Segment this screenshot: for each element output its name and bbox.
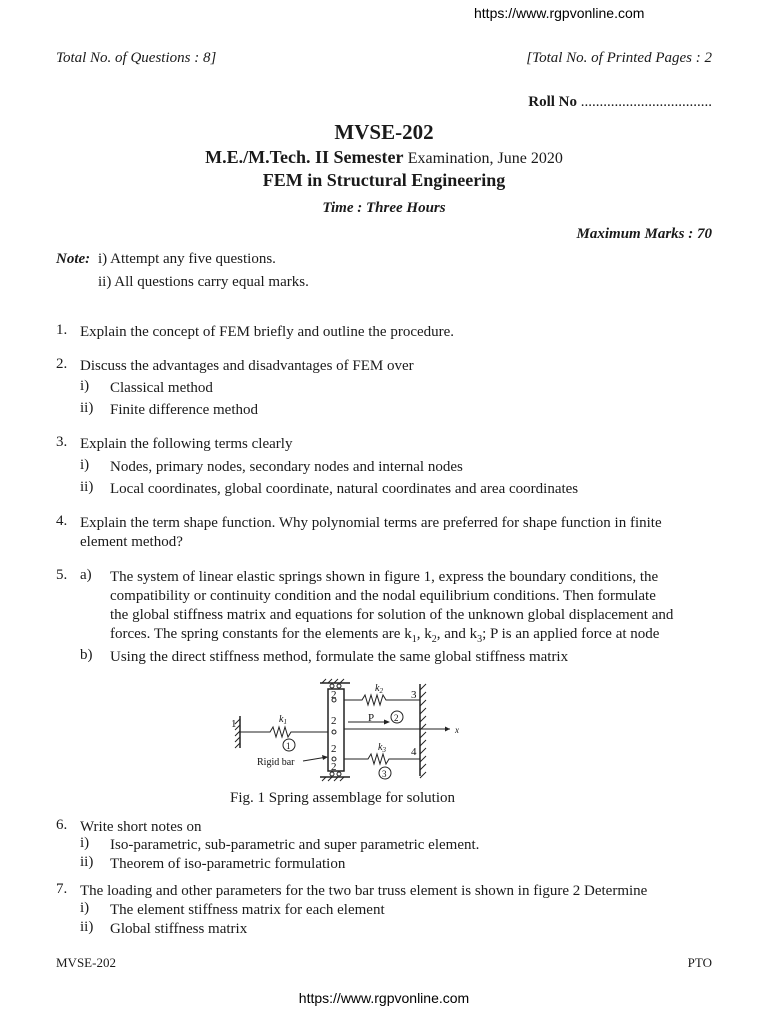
text-segment: forces. The spring constants for the elements are k xyxy=(110,626,412,642)
text-segment: , and k xyxy=(436,626,478,642)
bar-node xyxy=(332,730,336,734)
question-7-sub-i: The element stiffness matrix for each element xyxy=(110,902,385,918)
note-item-1 xyxy=(98,251,276,268)
axis-label: x xyxy=(455,725,459,735)
question-7-text: The loading and other parameters for the two bar truss element is shown in figure 2 Determine xyxy=(80,883,648,899)
spring-k2 xyxy=(344,695,420,705)
sub-number: i) xyxy=(80,457,90,473)
sub-number: ii) xyxy=(80,479,94,495)
note-item-num: i) xyxy=(98,251,108,267)
question-number: 1. xyxy=(56,322,68,338)
note-item-num: ii) xyxy=(98,274,112,290)
sub-number: ii) xyxy=(80,854,94,870)
subject-title: FEM in Structural Engineering xyxy=(262,170,506,190)
spring-k3 xyxy=(344,754,420,764)
paper-code: MVSE-202 xyxy=(334,120,434,144)
sub-number: ii) xyxy=(80,919,94,935)
roll-no-dots: ................................... xyxy=(580,94,712,110)
element-label: 3 xyxy=(382,769,387,779)
exam-session: Examination, June 2020 xyxy=(407,150,563,167)
footer-paper-code: MVSE-202 xyxy=(56,955,116,970)
question-6-sub-ii: Theorem of iso-parametric formulation xyxy=(110,856,346,872)
spring-label-k2 xyxy=(375,683,383,695)
sub-number: ii) xyxy=(80,400,94,416)
question-5a-line-1: The system of linear elastic springs shown in figure 1, express the boundary conditions, the xyxy=(110,569,659,585)
rigid-bar-label: Rigid bar xyxy=(257,757,295,768)
note-item-2 xyxy=(98,274,309,291)
question-2-sub-ii: Finite difference method xyxy=(110,402,259,418)
right-wall-hatch xyxy=(420,684,426,778)
question-4-line-2: element method? xyxy=(80,534,183,550)
node-label: 3 xyxy=(411,689,417,701)
question-number: 4. xyxy=(56,513,68,529)
roll-no xyxy=(528,94,712,111)
note-label: Note: xyxy=(56,251,91,267)
node-label: 2 xyxy=(331,715,337,727)
question-6-text: Write short notes on xyxy=(80,819,202,835)
question-1-text: Explain the concept of FEM briefly and outline the procedure. xyxy=(80,324,455,340)
question-3-sub-ii: Local coordinates, global coordinate, natural coordinates and area coordinates xyxy=(110,481,579,497)
spring-assemblage-figure xyxy=(230,676,470,784)
top-roller xyxy=(330,684,334,688)
question-3-text: Explain the following terms clearly xyxy=(80,436,293,452)
spring-label-k1 xyxy=(279,714,287,726)
roll-no-label: Roll No xyxy=(528,94,577,110)
note-item-text: Attempt any five questions. xyxy=(110,251,276,267)
x-axis-arrowhead xyxy=(445,727,450,732)
degree-semester: M.E./M.Tech. II Semester xyxy=(205,147,404,167)
spring-k1 xyxy=(240,727,328,737)
watermark-url-bottom[interactable]: https://www.rgpvonline.com xyxy=(298,990,470,1006)
sub-number: i) xyxy=(80,378,90,394)
question-number: 5. xyxy=(56,567,68,583)
watermark-url-top[interactable]: https://www.rgpvonline.com xyxy=(474,5,645,21)
node-label: 1 xyxy=(231,718,237,730)
footer-pto: PTO xyxy=(687,955,712,970)
bottom-roller xyxy=(337,772,341,776)
spring-label-k3 xyxy=(378,742,386,754)
spring-label: k xyxy=(378,742,383,753)
exam-line xyxy=(0,147,768,168)
element-label: 2 xyxy=(394,713,399,723)
sub-number: a) xyxy=(80,567,92,583)
spring-label: k xyxy=(279,714,284,725)
node-label: 2 xyxy=(331,689,337,701)
subscript: 2 xyxy=(431,634,437,645)
question-number: 3. xyxy=(56,434,68,450)
question-2-text: Discuss the advantages and disadvantages of FEM over xyxy=(80,358,414,374)
rigid-bar-pointer-head xyxy=(322,755,328,760)
question-5a-line-3: the global stiffness matrix and equations for solution of the unknown global displacement and xyxy=(110,607,674,623)
element-label: 1 xyxy=(286,741,291,751)
force-label: P xyxy=(368,712,375,724)
question-4-line-1: Explain the term shape function. Why polynomial terms are preferred for shape function in finite xyxy=(80,515,662,531)
text-segment: ; P is an applied force at node xyxy=(482,626,660,642)
top-roller xyxy=(337,684,341,688)
question-3-sub-i: Nodes, primary nodes, secondary nodes and internal nodes xyxy=(110,459,463,475)
spring-label: k xyxy=(375,683,380,694)
spring-subscript: 1 xyxy=(283,718,287,726)
figure-1-caption: Fig. 1 Spring assemblage for solution xyxy=(230,790,455,806)
question-7-sub-ii: Global stiffness matrix xyxy=(110,921,248,937)
question-5a-line-2: compatibility or continuity condition and the nodal equilibrium conditions. Then formulate xyxy=(110,588,656,604)
total-questions: Total No. of Questions : 8] xyxy=(56,50,217,66)
total-pages: [Total No. of Printed Pages : 2 xyxy=(526,50,712,66)
sub-number: i) xyxy=(80,835,90,851)
sub-number: i) xyxy=(80,900,90,916)
note-item-text: All questions carry equal marks. xyxy=(114,274,309,290)
text-segment: , k xyxy=(416,626,432,642)
spring-subscript: 2 xyxy=(379,687,383,695)
maximum-marks: Maximum Marks : 70 xyxy=(576,226,712,242)
node-label: 2 xyxy=(331,743,337,755)
question-5b-text: Using the direct stiffness method, formulate the same global stiffness matrix xyxy=(110,649,569,665)
sub-number: b) xyxy=(80,647,93,663)
node-label: 4 xyxy=(411,746,417,758)
question-number: 6. xyxy=(56,817,68,833)
subscript: 3 xyxy=(477,634,483,645)
force-arrowhead xyxy=(384,720,390,725)
question-number: 2. xyxy=(56,356,68,372)
subscript: 1 xyxy=(411,634,417,645)
node-label: 2 xyxy=(331,761,337,773)
question-number: 7. xyxy=(56,881,68,897)
time-allowed: Time : Three Hours xyxy=(322,200,446,216)
question-2-sub-i: Classical method xyxy=(110,380,213,396)
spring-subscript: 3 xyxy=(382,746,386,754)
question-6-sub-i: Iso-parametric, sub-parametric and super parametric element. xyxy=(110,837,480,853)
